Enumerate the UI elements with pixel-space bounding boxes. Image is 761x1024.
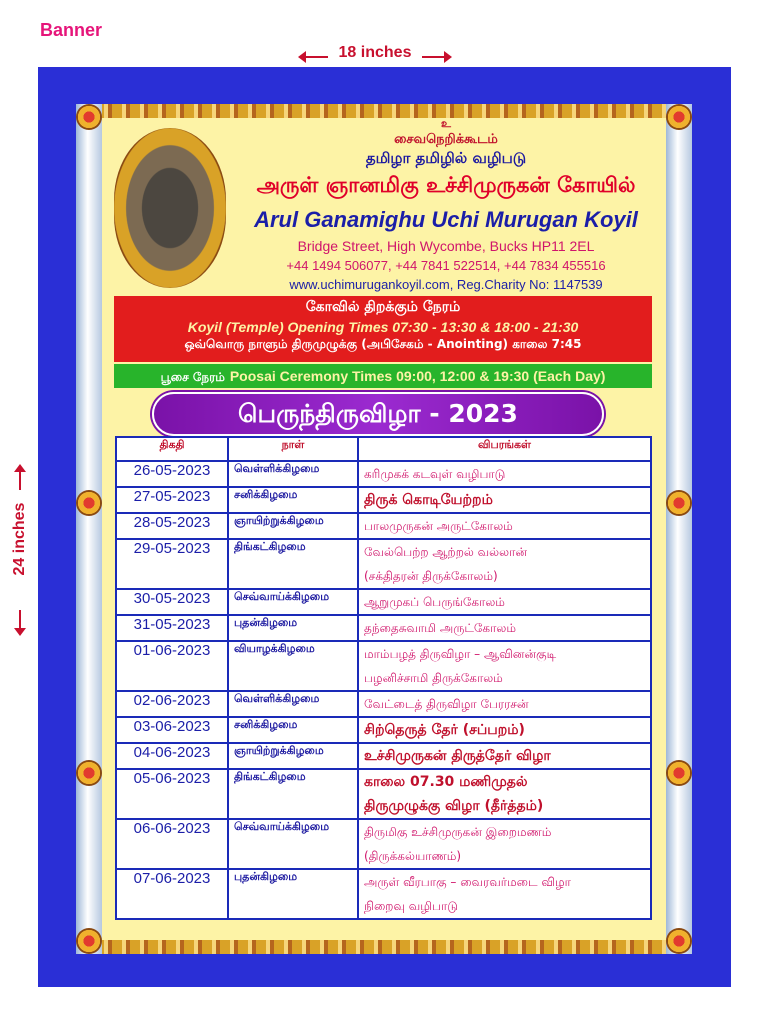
row-detail xyxy=(358,641,651,691)
col-header-day: நாள் xyxy=(228,437,358,461)
corner-ornament-icon xyxy=(666,104,692,130)
row-day: திங்கட்கிழமை xyxy=(228,769,358,819)
row-date: 04-06-2023 xyxy=(116,743,228,769)
tagline: தமிழா தமிழில் வழிபடு xyxy=(365,149,527,167)
table-row xyxy=(116,539,651,589)
pillar-ornament-icon xyxy=(76,490,102,516)
row-detail xyxy=(358,869,651,919)
row-day: வெள்ளிக்கிழமை xyxy=(228,461,358,487)
height-label: 24 inches xyxy=(11,502,28,576)
schedule-table xyxy=(115,436,652,920)
temple-name-tamil: அருள் ஞானமிகு உச்சிமுருகன் கோயில் xyxy=(256,173,636,197)
row-detail-line2: திருமுழுக்கு விழா (தீர்த்தம்) xyxy=(364,798,544,814)
row-detail xyxy=(358,769,651,819)
poosai-label: பூசை நேரம் xyxy=(160,370,225,384)
row-date: 29-05-2023 xyxy=(116,539,228,589)
bottom-ornamental-border xyxy=(76,940,692,954)
row-date: 31-05-2023 xyxy=(116,615,228,641)
table-row xyxy=(116,743,651,769)
table-row xyxy=(116,487,651,513)
daily-anointing: ஒவ்வொரு நாளும் திருமுழுக்கு (அபிசேகம் - Anointing) காலை 7:45 xyxy=(184,337,582,351)
row-date: 06-06-2023 xyxy=(116,819,228,869)
row-day: செவ்வாய்க்கிழமை xyxy=(228,589,358,615)
table-row xyxy=(116,461,651,487)
row-detail: ஆறுமுகப் பெருங்கோலம் xyxy=(358,589,651,615)
row-detail-line2: (திருக்கல்யாணம்) xyxy=(364,849,462,863)
row-date: 28-05-2023 xyxy=(116,513,228,539)
right-arrow-icon xyxy=(422,56,450,58)
top-ornamental-border xyxy=(76,104,692,118)
table-row xyxy=(116,819,651,869)
table-row xyxy=(116,691,651,717)
row-detail: வேட்டைத் திருவிழா பேரரசன் xyxy=(358,691,651,717)
festival-title: பெருந்திருவிழா - 2023 xyxy=(152,392,604,436)
table-row xyxy=(116,641,651,691)
pillar-ornament-icon xyxy=(666,490,692,516)
row-detail: திருக் கொடியேற்றம் xyxy=(358,487,651,513)
col-header-date: திகதி xyxy=(116,437,228,461)
down-arrow-icon xyxy=(19,610,21,630)
pillar-ornament-icon xyxy=(666,760,692,786)
row-detail: சிற்தெருத் தேர் (சப்பறம்) xyxy=(358,717,651,743)
row-detail xyxy=(358,819,651,869)
row-detail: உச்சிமுருகன் திருத்தேர் விழா xyxy=(358,743,651,769)
row-detail xyxy=(358,539,651,589)
table-row xyxy=(116,869,651,919)
width-label: 18 inches xyxy=(338,44,412,61)
row-detail-line1: திருமிகு உச்சிமுருகன் இறைமணம் xyxy=(364,825,552,839)
banner-label: Banner xyxy=(40,20,103,40)
table-row xyxy=(116,615,651,641)
row-date: 30-05-2023 xyxy=(116,589,228,615)
table-row xyxy=(116,589,651,615)
address: Bridge Street, High Wycombe, Bucks HP11 2EL xyxy=(297,238,595,254)
row-date: 03-06-2023 xyxy=(116,717,228,743)
table-header-row xyxy=(116,437,651,461)
poosai-times: Poosai Ceremony Times 09:00, 12:00 & 19:30 (Each Day) xyxy=(229,368,606,384)
row-day: ஞாயிற்றுக்கிழமை xyxy=(228,743,358,769)
height-dimension xyxy=(8,470,32,610)
row-day: புதன்கிழமை xyxy=(228,869,358,919)
row-day: திங்கட்கிழமை xyxy=(228,539,358,589)
row-day: சனிக்கிழமை xyxy=(228,487,358,513)
row-detail-line2: நிறைவு வழிபாடு xyxy=(364,899,458,913)
corner-ornament-icon xyxy=(76,928,102,954)
row-day: புதன்கிழமை xyxy=(228,615,358,641)
opening-times-band xyxy=(114,296,652,362)
row-detail-line1: வேல்பெற்ற ஆற்றல் வல்லான் xyxy=(364,545,527,559)
row-day: ஞாயிற்றுக்கிழமை xyxy=(228,513,358,539)
row-date: 01-06-2023 xyxy=(116,641,228,691)
row-detail-line1: அருள் வீரபாகு – வைரவர்மடை விழா xyxy=(364,875,571,889)
row-date: 07-06-2023 xyxy=(116,869,228,919)
left-pillar xyxy=(76,104,102,954)
row-detail-line2: பழனிச்சாமி திருக்கோலம் xyxy=(364,671,503,685)
left-arrow-icon xyxy=(300,56,328,58)
row-day: சனிக்கிழமை xyxy=(228,717,358,743)
deity-image xyxy=(114,128,226,288)
right-pillar xyxy=(666,104,692,954)
opening-times: Koyil (Temple) Opening Times 07:30 - 13:30 & 18:00 - 21:30 xyxy=(187,319,579,335)
row-date: 27-05-2023 xyxy=(116,487,228,513)
row-day: வெள்ளிக்கிழமை xyxy=(228,691,358,717)
row-day: செவ்வாய்க்கிழமை xyxy=(228,819,358,869)
pillar-ornament-icon xyxy=(76,760,102,786)
row-date: 26-05-2023 xyxy=(116,461,228,487)
row-date: 05-06-2023 xyxy=(116,769,228,819)
width-dimension xyxy=(300,44,450,64)
row-detail-line1: காலை 07.30 மணிமுதல் xyxy=(364,774,528,790)
phone-numbers: +44 1494 506077, +44 7841 522514, +44 7834 455516 xyxy=(286,258,606,273)
poosai-band xyxy=(114,364,652,388)
row-date: 02-06-2023 xyxy=(116,691,228,717)
row-day: வியாழக்கிழமை xyxy=(228,641,358,691)
table-row xyxy=(116,769,651,819)
corner-ornament-icon xyxy=(76,104,102,130)
row-detail: கரிமுகக் கடவுள் வழிபாடு xyxy=(358,461,651,487)
organisation-name: சைவநெறிக்கூடம் xyxy=(394,132,498,147)
website: www.uchimurugankoyil.com, Reg.Charity No: 1147539 xyxy=(289,277,603,292)
ulla-symbol: உ xyxy=(441,117,451,130)
table-row xyxy=(116,513,651,539)
table-row xyxy=(116,717,651,743)
row-detail-line2: (சக்திதரன் திருக்கோலம்) xyxy=(364,569,498,583)
temple-name-english: Arul Ganamighu Uchi Murugan Koyil xyxy=(254,207,638,232)
row-detail: பாலமுருகன் அருட்கோலம் xyxy=(358,513,651,539)
row-detail-line1: மாம்பழத் திருவிழா – ஆவினன்குடி xyxy=(364,647,557,661)
corner-ornament-icon xyxy=(666,928,692,954)
opening-title: கோவில் திறக்கும் நேரம் xyxy=(305,299,461,315)
row-detail: தந்தைசுவாமி அருட்கோலம் xyxy=(358,615,651,641)
col-header-details: விபரங்கள் xyxy=(358,437,651,461)
